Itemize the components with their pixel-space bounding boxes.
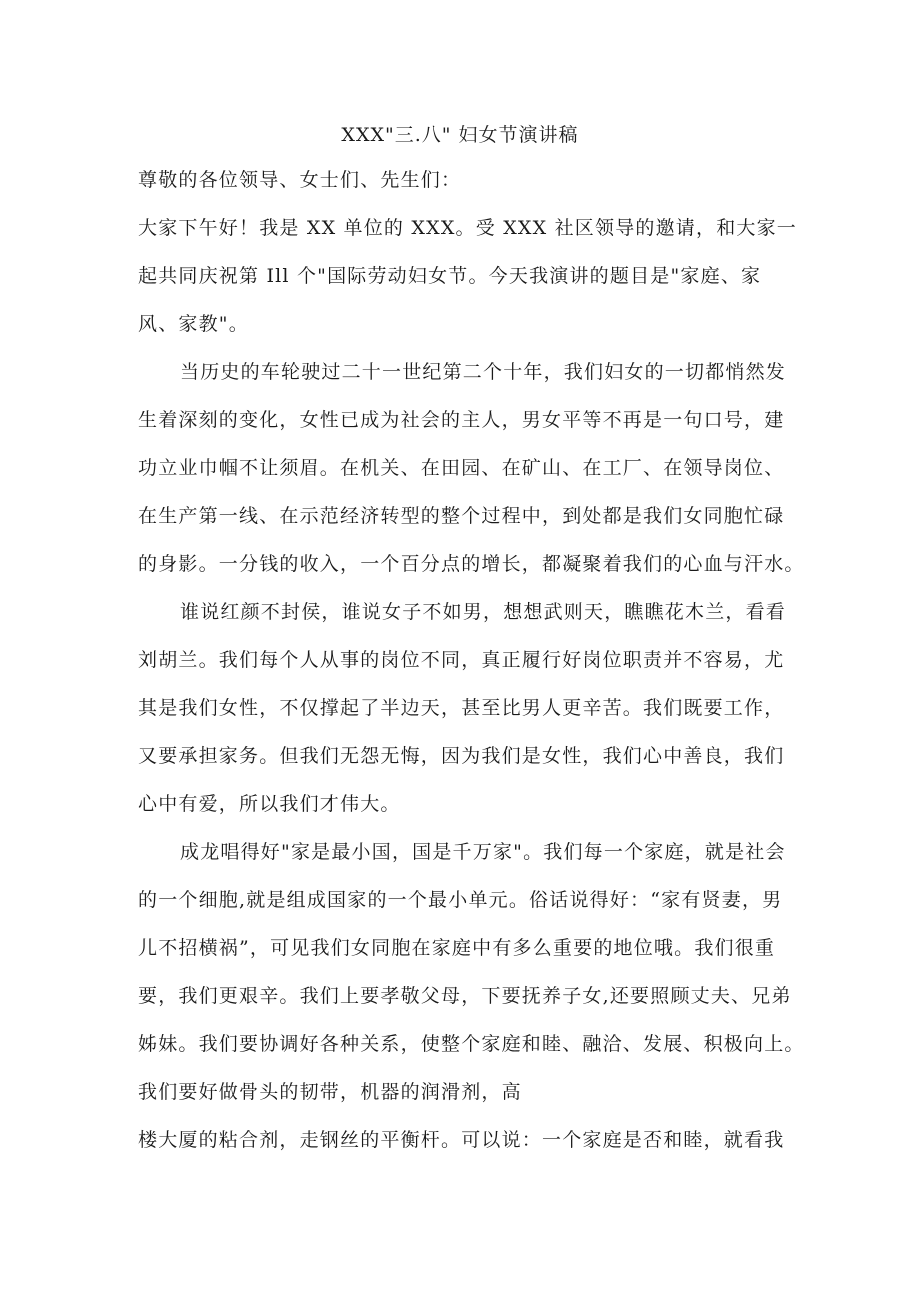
paragraph-line: 儿不招横祸”，可见我们女同胞在家庭中有多么重要的地位哦。我们很重 bbox=[138, 937, 776, 959]
paragraph-line: 生着深刻的变化，女性已成为社会的主人，男女平等不再是一句口号，建 bbox=[138, 409, 785, 431]
paragraph-line: 其是我们女性，不仅撑起了半边天，甚至比男人更辛苦。我们既要工作， bbox=[138, 697, 785, 719]
paragraph-line: 的一个细胞,就是组成国家的一个最小单元。俗话说得好：“家有贤妻，男 bbox=[138, 889, 783, 911]
paragraph-line: 风、家教"。 bbox=[138, 313, 249, 335]
paragraph-line: 又要承担家务。但我们无怨无悔，因为我们是女性，我们心中善良，我们 bbox=[138, 745, 785, 767]
paragraph-line: 我们要好做骨头的韧带，机器的润滑剂，高 bbox=[138, 1081, 522, 1103]
paragraph-line: 成龙唱得好"家是最小国，国是千万家"。我们每一个家庭，就是社会 bbox=[180, 841, 786, 863]
paragraph-line: 大家下午好！我是 XX 单位的 XXX。受 XXX 社区领导的邀请，和大家一 bbox=[138, 217, 798, 239]
paragraph-line: 楼大厦的粘合剂，走钢丝的平衡杆。可以说：一个家庭是否和睦，就看我 bbox=[138, 1129, 785, 1151]
paragraph-line: 要，我们更艰辛。我们上要孝敬父母，下要抚养子女,还要照顾丈夫、兄弟 bbox=[138, 985, 792, 1007]
paragraph-line: 心中有爱，所以我们才伟大。 bbox=[138, 793, 401, 815]
document-title: XXX"三.八" 妇女节演讲稿 bbox=[341, 124, 579, 146]
paragraph-line: 当历史的车轮驶过二十一世纪第二个十年，我们妇女的一切都悄然发 bbox=[180, 361, 787, 383]
paragraph-line: 的身影。一分钱的收入，一个百分点的增长，都凝聚着我们的心血与汗水。 bbox=[138, 553, 805, 575]
paragraph-line: 姊妹。我们要协调好各种关系，使整个家庭和睦、融洽、发展、积极向上。 bbox=[138, 1033, 805, 1055]
paragraph-line: 谁说红颜不封侯，谁说女子不如男，想想武则天，瞧瞧花木兰，看看 bbox=[180, 601, 787, 623]
salutation-line: 尊敬的各位领导、女士们、先生们： bbox=[138, 169, 462, 191]
paragraph-line: 刘胡兰。我们每个人从事的岗位不同，真正履行好岗位职责并不容易，尤 bbox=[138, 649, 785, 671]
paragraph-line: 在生产第一线、在示范经济转型的整个过程中，到处都是我们女同胞忙碌 bbox=[138, 505, 785, 527]
paragraph-line: 起共同庆祝第 Ill 个"国际劳动妇女节。今天我演讲的题目是"家庭、家 bbox=[138, 265, 762, 287]
paragraph-line: 功立业巾帼不让须眉。在机关、在田园、在矿山、在工厂、在领导岗位、 bbox=[138, 457, 785, 479]
